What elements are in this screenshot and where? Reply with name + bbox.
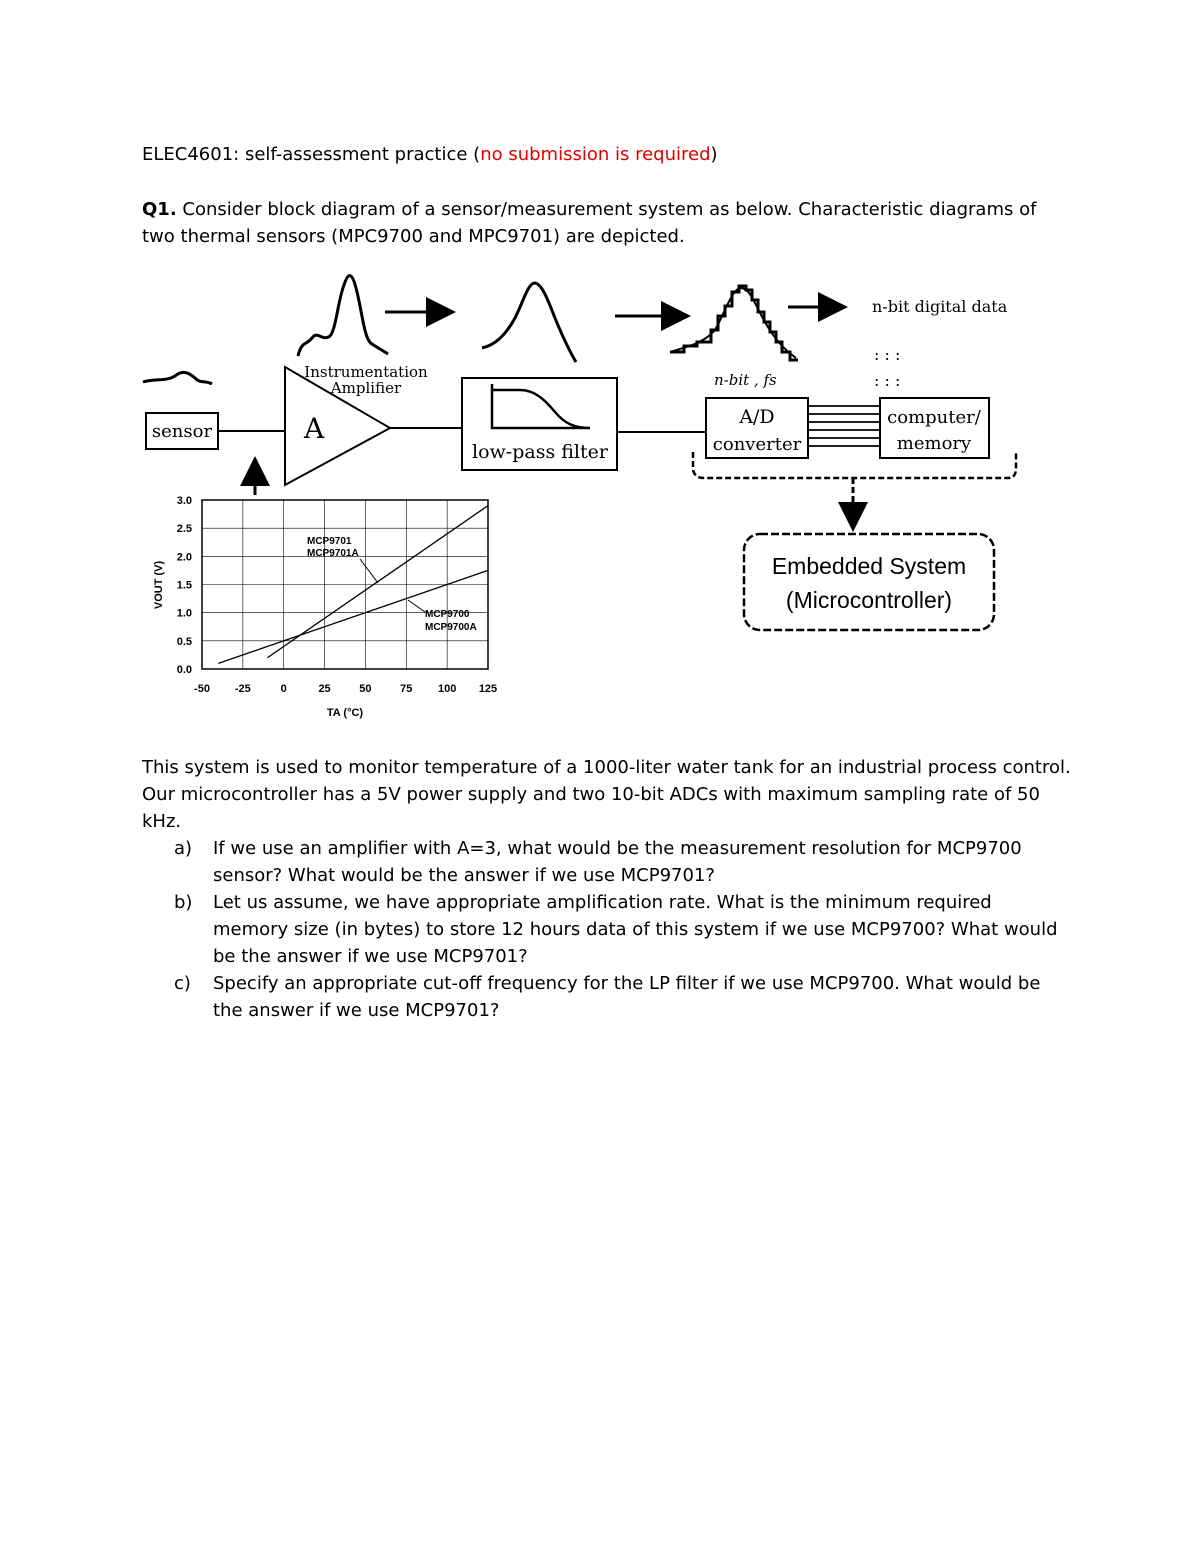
x-tick-label: 125 [478, 683, 498, 695]
digital-data-label: n-bit digital data [872, 297, 1008, 316]
adc-param-label: n-bit , fs [714, 371, 777, 389]
title-close: ) [710, 144, 718, 165]
annotation-mcp9700: MCP9700 [425, 609, 470, 620]
y-tick-label: 2.0 [176, 551, 192, 564]
data-dots-row2: : : : [874, 371, 901, 390]
annotation-mcp9701: MCP9701 [307, 536, 352, 547]
embedded-label-2: (Microcontroller) [785, 587, 953, 613]
x-tick-label: 100 [437, 683, 457, 695]
amp-symbol: A [304, 412, 325, 445]
filter-waveform [482, 283, 576, 362]
body-paragraph-1: This system is used to monitor temperature of a 1000-liter water tank for an industrial process control. [142, 757, 1071, 778]
annotation-leader-9701 [360, 559, 378, 583]
data-bus [808, 406, 880, 446]
sub-question-label: b) [174, 892, 193, 913]
course-title: ELEC4601: self-assessment practice ( [142, 144, 481, 165]
question-label: Q1. [142, 199, 177, 220]
computer-label-2: memory [896, 433, 972, 454]
sub-question-c [142, 970, 1072, 1024]
sub-question-text: Let us assume, we have appropriate amplification rate. What is the minimum required memory size (in bytes) to store 12 hours data of this system if we use MCP9700? What would be the answer if we use MCP9701? [213, 892, 1058, 967]
sensor-characteristic-chart [153, 495, 497, 719]
sub-question-b [142, 889, 1072, 970]
embedded-label-1: Embedded System [771, 553, 967, 579]
annotation-leader-9700 [408, 600, 425, 612]
sensor-label: sensor [151, 421, 213, 442]
x-tick-label: 75 [400, 683, 413, 695]
computer-label-1: computer/ [887, 407, 981, 428]
sub-question-text: Specify an appropriate cut-off frequency for the LP filter if we use MCP9700. What would be the answer if we use MCP9701? [213, 973, 1041, 1021]
adc-label-2: converter [712, 434, 802, 455]
y-tick-label: 1.5 [176, 579, 192, 592]
system-block-diagram [0, 0, 1200, 740]
adc-waveform [670, 286, 798, 360]
sub-question-label: c) [174, 973, 191, 994]
sensor-waveform [143, 372, 212, 384]
question-text: Consider block diagram of a sensor/measurement system as below. Characteristic diagrams of two thermal sensors (MPC9700 and MPC9701) are depicted. [142, 199, 1037, 247]
sub-question-label: a) [174, 838, 193, 859]
question-body [142, 754, 1072, 1024]
filter-label: low-pass filter [472, 441, 608, 463]
chart-xlabel: TA (°C) [326, 707, 364, 719]
sub-question-list [142, 835, 1072, 1024]
chart-ylabel: VOUT (V) [153, 560, 165, 610]
annotation-mcp9700a: MCP9700A [425, 622, 477, 633]
y-tick-label: 2.5 [176, 523, 192, 536]
amp-title-1: Instrumentation [304, 363, 428, 381]
embedded-system-block [744, 534, 994, 630]
y-tick-label: 3.0 [176, 495, 192, 507]
annotation-mcp9701a: MCP9701A [307, 548, 359, 559]
data-dots-row1: : : : [874, 345, 901, 364]
x-tick-label: 0 [280, 683, 287, 695]
adc-label-1: A/D [739, 406, 775, 428]
submission-note: no submission is required [480, 144, 711, 165]
x-tick-label: 25 [318, 683, 331, 695]
amp-title-2: Amplifier [330, 379, 402, 397]
x-tick-label: -25 [234, 683, 251, 695]
body-paragraph-2: Our microcontroller has a 5V power supply and two 10-bit ADCs with maximum sampling rate of 50 kHz. [142, 784, 1040, 832]
sub-question-a [142, 835, 1072, 889]
y-tick-label: 0.0 [176, 664, 192, 676]
y-tick-label: 1.0 [176, 607, 192, 620]
amp-waveform [298, 276, 388, 356]
sub-question-text: If we use an amplifier with A=3, what would be the measurement resolution for MCP9700 sensor? What would be the answer if we use MCP9701? [213, 838, 1022, 886]
y-tick-label: 0.5 [176, 635, 192, 648]
x-tick-label: 50 [359, 683, 372, 695]
x-tick-label: -50 [194, 683, 210, 695]
